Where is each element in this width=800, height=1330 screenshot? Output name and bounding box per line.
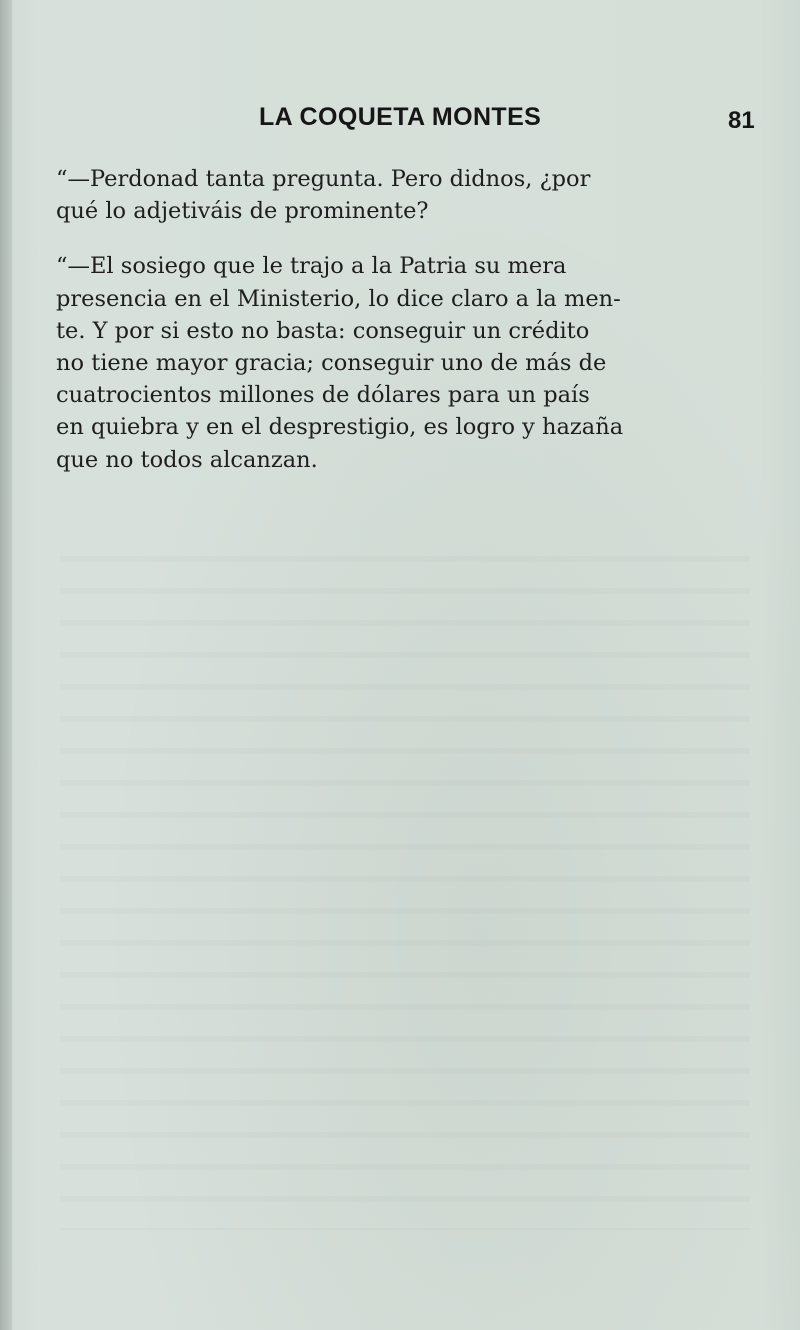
page-number: 81 xyxy=(728,107,755,134)
text-line: no tiene mayor gracia; conseguir uno de más de xyxy=(56,350,607,377)
paragraph-1 xyxy=(56,163,756,227)
text-line: que no todos alcanzan. xyxy=(56,446,318,473)
text-line: qué lo adjetiváis de prominente? xyxy=(56,198,429,225)
running-title: LA COQUETA MONTES xyxy=(259,103,542,131)
text-line: “—Perdonad tanta pregunta. Pero didnos, ¿por xyxy=(56,166,591,192)
text-line: cuatrocientos millones de dólares para un país xyxy=(56,382,590,409)
text-line: “—El sosiego que le trajo a la Patria su mera xyxy=(56,253,567,280)
show-through-text xyxy=(60,530,750,1230)
page-binding-edge xyxy=(0,0,12,1330)
text-line: en quiebra y en el desprestigio, es logro y hazaña xyxy=(56,414,624,441)
text-line: te. Y por si esto no basta: conseguir un crédito xyxy=(56,317,590,344)
body-text xyxy=(56,163,756,476)
text-line: presencia en el Ministerio, lo dice claro a la men- xyxy=(56,285,621,312)
paragraph-2 xyxy=(56,250,756,475)
page-header xyxy=(0,103,800,143)
